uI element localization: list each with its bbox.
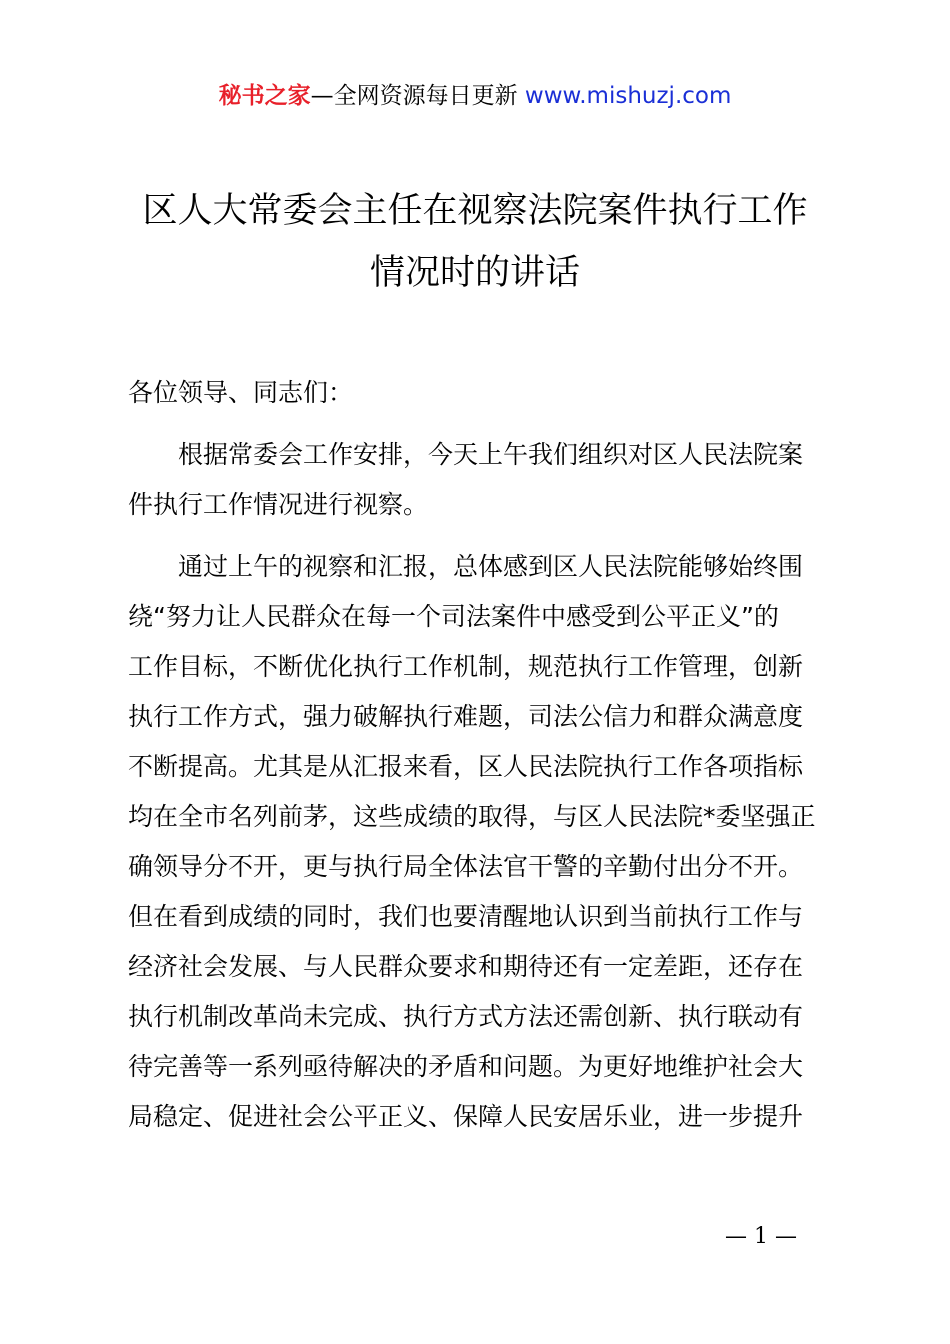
paragraph-line: 根据常委会工作安排，今天上午我们组织对区人民法院案 bbox=[178, 440, 804, 469]
paragraph-line: 不断提高。尤其是从汇报来看，区人民法院执行工作各项指标 bbox=[128, 752, 804, 781]
title-line-2: 情况时的讲话 bbox=[369, 253, 580, 293]
document-body bbox=[128, 368, 834, 1154]
paragraph-line: 执行工作方式，强力破解执行难题，司法公信力和群众满意度 bbox=[128, 702, 804, 731]
paragraph-2 bbox=[128, 542, 834, 1142]
paragraph-line: 执行机制改革尚未完成、执行方式方法还需创新、执行联动有 bbox=[128, 1002, 804, 1031]
paragraph-line: 工作目标，不断优化执行工作机制，规范执行工作管理，创新 bbox=[128, 652, 804, 681]
paragraph-line: 确领导分不开，更与执行局全体法官干警的辛勤付出分不开。 bbox=[128, 852, 804, 881]
paragraph-line: 但在看到成绩的同时，我们也要清醒地认识到当前执行工作与 bbox=[128, 902, 804, 931]
brand-name: 秘书之家 bbox=[218, 83, 311, 109]
paragraph-1 bbox=[128, 430, 834, 530]
paragraph-line: 待完善等一系列亟待解决的矛盾和问题。为更好地维护社会大 bbox=[128, 1052, 804, 1081]
paragraph-line: 均在全市名列前茅，这些成绩的取得，与区人民法院*委坚强正 bbox=[128, 802, 816, 831]
paragraph-line: 绕“努力让人民群众在每一个司法案件中感受到公平正义”的 bbox=[128, 602, 779, 631]
salutation: 各位领导、同志们： bbox=[128, 378, 354, 407]
paragraph-line: 局稳定、促进社会公平正义、保障人民安居乐业，进一步提升 bbox=[128, 1102, 804, 1131]
paragraph-line: 通过上午的视察和汇报，总体感到区人民法院能够始终围 bbox=[178, 552, 804, 581]
paragraph-line: 经济社会发展、与人民群众要求和期待还有一定差距，还存在 bbox=[128, 952, 804, 981]
title-line-1: 区人大常委会主任在视察法院案件执行工作 bbox=[142, 191, 808, 231]
site-url[interactable]: www.mishuzj.com bbox=[524, 83, 732, 109]
document-title bbox=[110, 180, 840, 304]
page-number: — 1 — bbox=[725, 1224, 797, 1249]
header-tagline: —全网资源每日更新 bbox=[310, 83, 518, 109]
site-header bbox=[0, 80, 950, 112]
paragraph-line: 件执行工作情况进行视察。 bbox=[128, 490, 429, 519]
